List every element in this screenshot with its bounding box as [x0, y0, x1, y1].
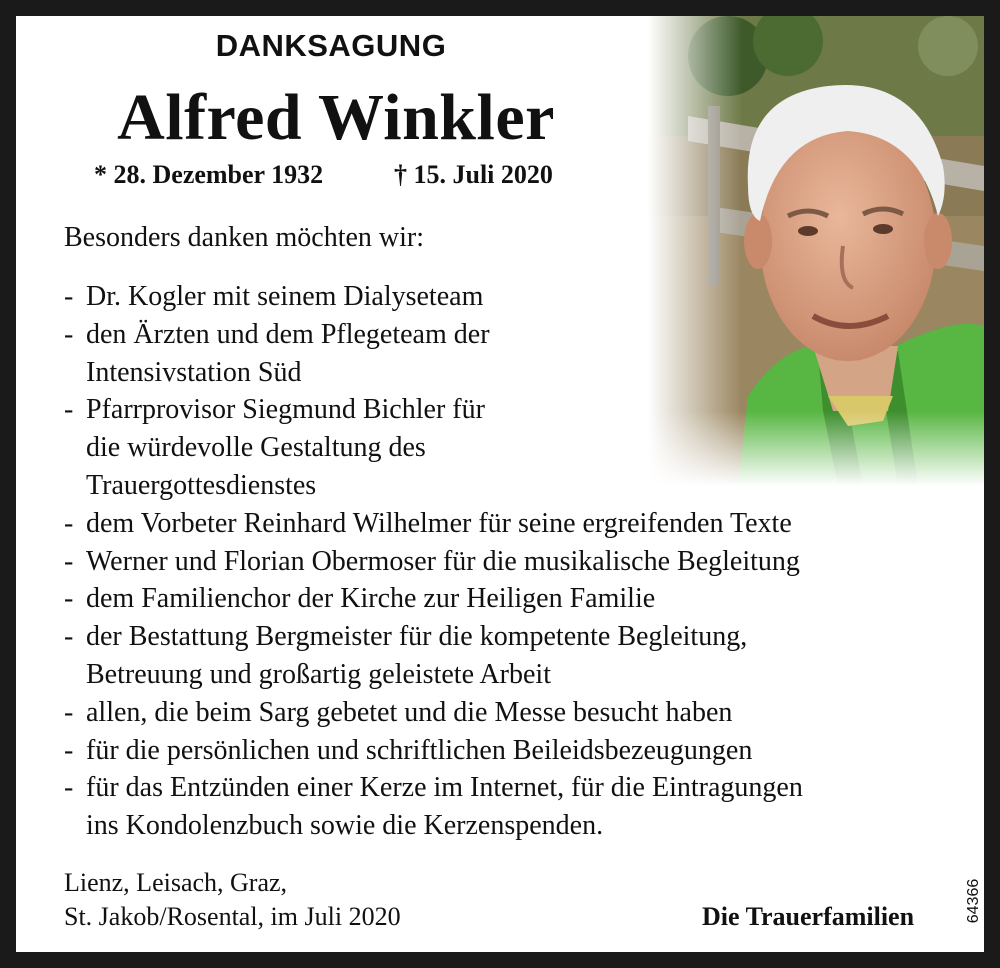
place-date-line: St. Jakob/Rosental, im Juli 2020 — [64, 902, 401, 931]
list-item-text: Pfarrprovisor Siegmund Bichler für — [86, 394, 485, 426]
list-dash: - — [64, 621, 74, 653]
list-item-text: ins Kondolenzbuch sowie die Kerzenspenden. — [86, 810, 604, 842]
list-item — [64, 391, 964, 504]
list-item — [64, 543, 964, 581]
list-dash: - — [64, 583, 74, 615]
signature: Die Trauerfamilien — [702, 902, 915, 931]
list-item — [64, 694, 964, 732]
list-item — [64, 505, 964, 543]
list-item-text: allen, die beim Sarg gebetet und die Messe besucht haben — [86, 696, 733, 728]
reference-number: 64366 — [965, 878, 982, 924]
deceased-name: Alfred Winkler — [117, 81, 555, 154]
list-item-text: dem Vorbeter Reinhard Wilhelmer für seine ergreifenden Texte — [86, 507, 792, 539]
heading-danksagung: DANKSAGUNG — [215, 28, 447, 63]
list-item-text: Werner und Florian Obermoser für die musikalische Begleitung — [86, 545, 800, 577]
list-item-text: den Ärzten und dem Pflegeteam der — [86, 318, 490, 350]
thanks-intro: Besonders danken möchten wir: — [64, 222, 425, 253]
list-item-text: Betreuung und großartig geleistete Arbeit — [86, 658, 551, 690]
list-dash: - — [64, 394, 74, 426]
obituary-card — [16, 16, 984, 952]
birth-date: * 28. Dezember 1932 — [94, 160, 324, 189]
list-item-text: dem Familienchor der Kirche zur Heiligen Familie — [86, 583, 656, 615]
list-item — [64, 580, 964, 618]
list-item — [64, 732, 964, 770]
thanks-list — [64, 278, 964, 845]
list-item — [64, 769, 964, 845]
list-item-text: die würdevolle Gestaltung des — [86, 432, 426, 464]
death-date: † 15. Juli 2020 — [394, 160, 553, 189]
list-item — [64, 316, 964, 392]
list-dash: - — [64, 545, 74, 577]
list-dash: - — [64, 696, 74, 728]
list-item-text: der Bestattung Bergmeister für die kompetente Begleitung, — [86, 621, 748, 653]
list-item-text: Dr. Kogler mit seinem Dialyseteam — [86, 281, 484, 312]
list-item-text: für das Entzünden einer Kerze im Internet, für die Eintragungen — [86, 772, 803, 804]
list-dash: - — [64, 318, 74, 350]
list-dash: - — [64, 281, 74, 312]
list-item — [64, 278, 964, 316]
place-line: Lienz, Leisach, Graz, — [64, 868, 288, 897]
list-dash: - — [64, 734, 74, 766]
list-item-text: Trauergottesdienstes — [86, 469, 317, 501]
list-dash: - — [64, 772, 74, 804]
list-item-text: für die persönlichen und schriftlichen Beileidsbezeugungen — [86, 734, 753, 766]
list-item — [64, 618, 964, 694]
list-item-text: Intensivstation Süd — [86, 356, 302, 388]
list-dash: - — [64, 507, 74, 539]
